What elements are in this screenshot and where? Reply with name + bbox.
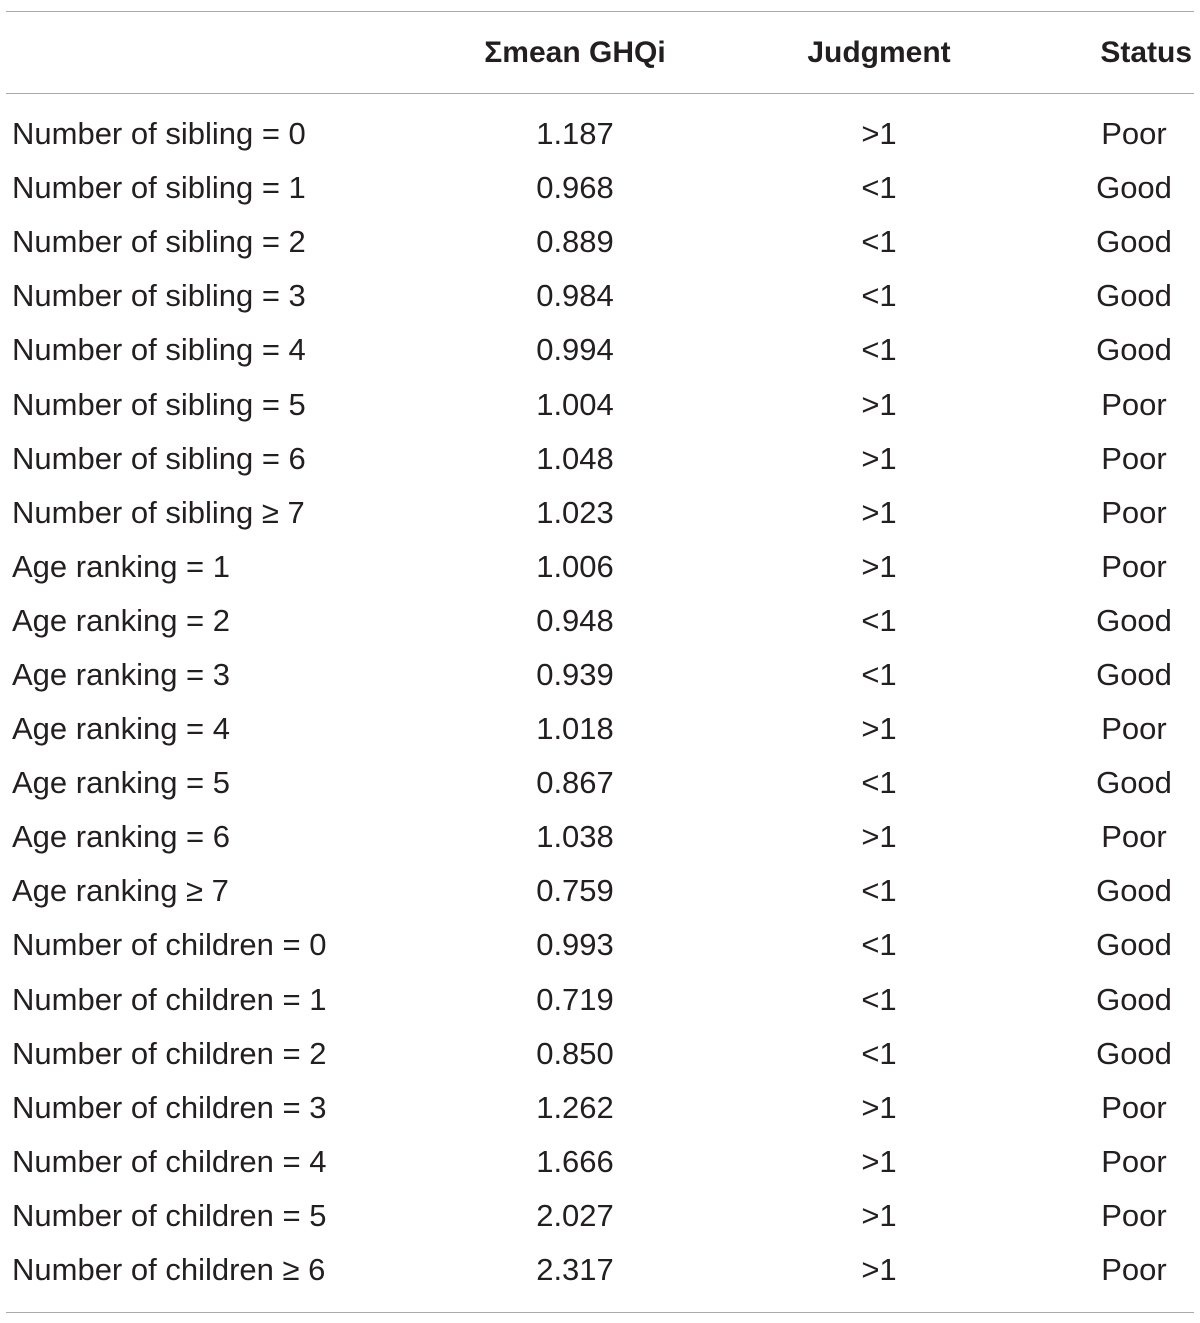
- table-row: [6, 269, 1194, 323]
- row-label: Age ranking = 2: [12, 602, 231, 638]
- row-mean-ghqi: 0.984: [536, 278, 614, 314]
- row-status: Good: [1096, 1035, 1172, 1071]
- row-label: Age ranking = 4: [12, 711, 231, 747]
- table-row: [6, 1027, 1194, 1081]
- row-label: Number of sibling = 4: [12, 332, 306, 368]
- row-judgment: <1: [861, 656, 897, 692]
- row-label: Number of children = 3: [12, 1089, 327, 1125]
- row-judgment: <1: [861, 602, 897, 638]
- row-mean-ghqi: 0.948: [536, 602, 614, 638]
- table-row: [6, 161, 1194, 215]
- row-judgment: >1: [861, 548, 897, 584]
- row-status: Good: [1096, 656, 1172, 692]
- table-row: [6, 810, 1194, 864]
- row-mean-ghqi: 1.038: [536, 819, 614, 855]
- row-label: Number of sibling = 2: [12, 224, 306, 260]
- row-status: Poor: [1101, 494, 1167, 530]
- table-row: [6, 323, 1194, 377]
- row-status: Good: [1096, 927, 1172, 963]
- row-mean-ghqi: 1.048: [536, 440, 614, 476]
- row-status: Poor: [1101, 440, 1167, 476]
- row-status: Poor: [1101, 386, 1167, 422]
- row-mean-ghqi: 0.889: [536, 224, 614, 260]
- row-label: Age ranking = 3: [12, 656, 231, 692]
- row-judgment: <1: [861, 765, 897, 801]
- row-mean-ghqi: 2.317: [536, 1252, 614, 1288]
- table-row: [6, 377, 1194, 431]
- row-status: Good: [1096, 278, 1172, 314]
- row-judgment: <1: [861, 927, 897, 963]
- row-mean-ghqi: 1.262: [536, 1089, 614, 1125]
- row-judgment: <1: [861, 224, 897, 260]
- table-row: [6, 1135, 1194, 1189]
- row-label: Number of children = 5: [12, 1197, 327, 1233]
- header-judgment: Judgment: [807, 35, 951, 69]
- row-judgment: <1: [861, 873, 897, 909]
- row-label: Number of sibling = 0: [12, 116, 306, 152]
- row-judgment: >1: [861, 819, 897, 855]
- row-judgment: >1: [861, 1143, 897, 1179]
- header-mean-ghqi: Σmean GHQi: [484, 35, 666, 69]
- row-judgment: >1: [861, 711, 897, 747]
- row-judgment: >1: [861, 494, 897, 530]
- row-mean-ghqi: 0.850: [536, 1035, 614, 1071]
- row-mean-ghqi: 1.004: [536, 386, 614, 422]
- row-mean-ghqi: 0.994: [536, 332, 614, 368]
- row-label: Number of sibling = 1: [12, 170, 306, 206]
- row-label: Number of children = 1: [12, 981, 327, 1017]
- row-status: Poor: [1101, 1089, 1167, 1125]
- row-status: Poor: [1101, 711, 1167, 747]
- data-table: [6, 0, 1194, 1313]
- table-header-row: [6, 12, 1194, 93]
- table-row: [6, 540, 1194, 594]
- row-label: Number of sibling ≥ 7: [12, 494, 305, 530]
- row-label: Number of sibling = 6: [12, 440, 306, 476]
- bottom-rule: [6, 1312, 1194, 1313]
- table-body: [6, 94, 1194, 1312]
- table-row: [6, 1243, 1194, 1297]
- row-mean-ghqi: 1.666: [536, 1143, 614, 1179]
- table-row: [6, 918, 1194, 972]
- row-judgment: <1: [861, 981, 897, 1017]
- row-label: Number of sibling = 5: [12, 386, 306, 422]
- row-status: Good: [1096, 765, 1172, 801]
- row-label: Number of children = 4: [12, 1143, 327, 1179]
- row-status: Poor: [1101, 116, 1167, 152]
- row-status: Good: [1096, 602, 1172, 638]
- row-status: Poor: [1101, 1252, 1167, 1288]
- row-status: Poor: [1101, 819, 1167, 855]
- row-mean-ghqi: 2.027: [536, 1197, 614, 1233]
- row-label: Age ranking ≥ 7: [12, 873, 229, 909]
- row-status: Good: [1096, 332, 1172, 368]
- row-judgment: <1: [861, 1035, 897, 1071]
- row-judgment: <1: [861, 170, 897, 206]
- table-row: [6, 1081, 1194, 1135]
- table-row: [6, 648, 1194, 702]
- row-judgment: <1: [861, 332, 897, 368]
- table-row: [6, 864, 1194, 918]
- row-judgment: >1: [861, 1197, 897, 1233]
- row-mean-ghqi: 1.018: [536, 711, 614, 747]
- row-label: Number of children ≥ 6: [12, 1252, 326, 1288]
- row-mean-ghqi: 0.993: [536, 927, 614, 963]
- row-status: Poor: [1101, 1143, 1167, 1179]
- row-mean-ghqi: 0.867: [536, 765, 614, 801]
- row-judgment: >1: [861, 440, 897, 476]
- table-row: [6, 432, 1194, 486]
- table-row: [6, 756, 1194, 810]
- row-status: Poor: [1101, 1197, 1167, 1233]
- table-row: [6, 594, 1194, 648]
- row-label: Age ranking = 5: [12, 765, 231, 801]
- table-row: [6, 973, 1194, 1027]
- row-mean-ghqi: 0.719: [536, 981, 614, 1017]
- row-mean-ghqi: 1.006: [536, 548, 614, 584]
- row-label: Age ranking = 6: [12, 819, 231, 855]
- row-mean-ghqi: 1.023: [536, 494, 614, 530]
- row-label: Number of children = 0: [12, 927, 327, 963]
- table-row: [6, 702, 1194, 756]
- row-status: Poor: [1101, 548, 1167, 584]
- row-status: Good: [1096, 224, 1172, 260]
- row-mean-ghqi: 0.968: [536, 170, 614, 206]
- table-row: [6, 215, 1194, 269]
- row-label: Age ranking = 1: [12, 548, 231, 584]
- row-status: Good: [1096, 981, 1172, 1017]
- row-label: Number of sibling = 3: [12, 278, 306, 314]
- row-status: Good: [1096, 873, 1172, 909]
- row-status: Good: [1096, 170, 1172, 206]
- row-judgment: >1: [861, 1252, 897, 1288]
- row-mean-ghqi: 0.759: [536, 873, 614, 909]
- header-status: Status: [1100, 35, 1192, 69]
- row-label: Number of children = 2: [12, 1035, 327, 1071]
- table-row: [6, 1189, 1194, 1243]
- row-mean-ghqi: 1.187: [536, 116, 614, 152]
- row-judgment: >1: [861, 386, 897, 422]
- table-row: [6, 107, 1194, 161]
- row-mean-ghqi: 0.939: [536, 656, 614, 692]
- row-judgment: >1: [861, 1089, 897, 1125]
- row-judgment: <1: [861, 278, 897, 314]
- table-row: [6, 486, 1194, 540]
- row-judgment: >1: [861, 116, 897, 152]
